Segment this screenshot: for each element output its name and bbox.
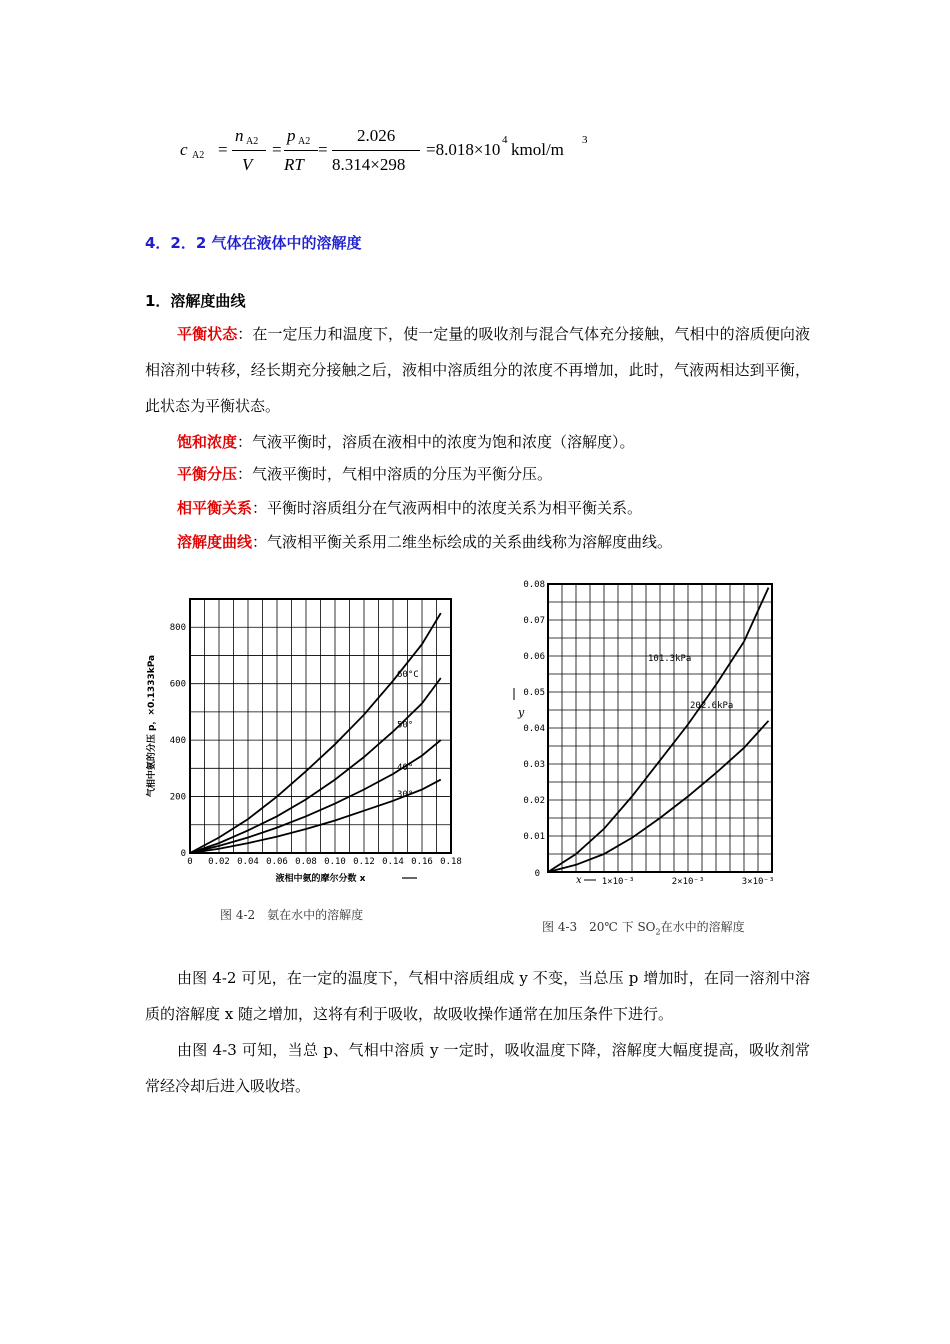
- y-tick-label: 0.04: [523, 724, 545, 734]
- definition-term: 溶解度曲线: [177, 533, 253, 551]
- series-line: [548, 588, 769, 872]
- y-tick-label: 800: [169, 623, 186, 634]
- y-tick-label: 600: [169, 679, 186, 690]
- fraction-bar: [284, 150, 318, 151]
- series-label: 202.6kPa: [690, 701, 734, 711]
- fraction-bar: [332, 150, 420, 151]
- x-tick-label: 0.10: [324, 857, 346, 867]
- formula-eq-3: =: [318, 140, 328, 159]
- definition-solubility-curve: [145, 524, 810, 560]
- y-tick-label: 200: [169, 792, 186, 803]
- formula-rt: RT: [284, 155, 304, 174]
- definition-equilibrium-state: [145, 316, 810, 424]
- formula-p: p: [287, 126, 296, 145]
- formula-eq-2: =: [272, 140, 282, 159]
- definition-saturation-concentration: [145, 424, 810, 460]
- series-label: 101.3kPa: [648, 654, 692, 665]
- origin-label: 0: [534, 869, 540, 879]
- formula-result: =8.018×10: [426, 140, 501, 159]
- formula-unit-exp: 3: [582, 134, 588, 146]
- x-tick-label: 3×10⁻³: [741, 877, 775, 887]
- y-tick-label: 0.07: [523, 616, 545, 626]
- y-tick-label: 0.03: [523, 760, 545, 770]
- series-label: 60°C: [397, 669, 419, 680]
- definition-text: ：气液平衡时，气相中溶质的分压为平衡分压。: [237, 465, 553, 483]
- formula-result-exp: 4: [502, 134, 508, 146]
- y-axis-label: 气相中氨的分压 p，×0.1333kPa: [147, 654, 157, 798]
- definition-text: ：在一定压力和温度下，使一定量的吸收剂与混合气体充分接触，气相中的溶质便向液相溶剂中转移，经长期充分接触之后，液相中溶质组分的浓度不再增加，此时，气液两相达到平衡，此状态为平衡状态。: [145, 325, 810, 415]
- formula-c: c: [180, 140, 188, 159]
- series-label: 30°: [397, 789, 414, 800]
- x-tick-label: 0.02: [208, 857, 230, 867]
- x-tick-label: 0.04: [237, 857, 259, 867]
- equation: [180, 122, 660, 182]
- x-tick-label: 0.12: [353, 857, 375, 867]
- formula-eq-1: =: [218, 140, 228, 159]
- x-tick-label: 0.06: [266, 857, 288, 867]
- series-line: [190, 613, 441, 853]
- y-tick-label: 400: [169, 736, 186, 747]
- paragraph-figure-4-2: 由图 4-2 可见，在一定的温度下，气相中溶质组成 y 不变，当总压 p 增加时，在同一溶剂中溶质的溶解度 x 随之增加，这将有利于吸收，故吸收操作通常在加压条件下进行。: [145, 969, 810, 1023]
- formula-n-sub: A2: [246, 136, 259, 147]
- caption-subscript: 2: [655, 927, 661, 937]
- ammonia-solubility-chart: [140, 585, 470, 890]
- x-axis-label: 液相中氨的摩尔分数 x: [275, 874, 366, 884]
- caption-text: 在水中的溶解度: [660, 920, 745, 934]
- x-tick-label: 2×10⁻³: [671, 877, 705, 887]
- formula-v: V: [242, 155, 253, 174]
- paragraph-figure-4-3: 由图 4-3 可知，当总 p、气相中溶质 y 一定时，吸收温度下降，溶解度大幅度提高，吸收剂常常经冷却后进入吸收塔。: [145, 1041, 810, 1095]
- series-label: 40°: [397, 762, 414, 773]
- formula-n: n: [235, 126, 244, 145]
- formula-p-sub: A2: [298, 136, 311, 147]
- definition-term: 相平衡关系: [177, 499, 253, 517]
- definition-text: ：气液相平衡关系用二维坐标绘成的关系曲线称为溶解度曲线。: [252, 533, 673, 551]
- subsection-title: 1．溶解度曲线: [145, 292, 246, 310]
- definition-term: 饱和浓度: [177, 433, 238, 451]
- x-tick-label: 1×10⁻³: [601, 877, 635, 887]
- so2-solubility-chart: [510, 572, 795, 892]
- x-tick-label: 0.14: [382, 857, 404, 867]
- formula-unit: kmol/m: [511, 140, 564, 159]
- y-tick-label: 0.06: [523, 652, 545, 662]
- x-tick-label: 0: [187, 857, 193, 867]
- formula-c-sub: A2: [192, 150, 205, 161]
- formula-numerator: 2.026: [357, 126, 396, 145]
- x-tick-label: 0.18: [440, 857, 462, 867]
- formula-denominator: 8.314×298: [332, 155, 406, 174]
- figure-4-2-caption: 图 4-2 氨在水中的溶解度: [220, 908, 364, 922]
- y-tick-label: 0.01: [523, 832, 545, 842]
- figure-4-3-caption: [542, 918, 745, 936]
- section-title: 4．2．2 气体在液体中的溶解度: [145, 234, 362, 252]
- x-tick-label: 0.08: [295, 857, 317, 867]
- fraction-bar: [232, 150, 266, 151]
- x-tick-label: 0.16: [411, 857, 433, 867]
- y-axis-label: y: [518, 706, 525, 719]
- definition-equilibrium-partial-pressure: [145, 456, 810, 492]
- y-tick-label: 0.05: [523, 688, 545, 698]
- series-label: 50°: [397, 720, 414, 731]
- definition-term: 平衡状态: [177, 325, 238, 343]
- caption-text: 图 4-3 20℃ 下 SO: [542, 920, 656, 934]
- definition-phase-equilibrium: [145, 490, 810, 526]
- definition-text: ：气液平衡时，溶质在液相中的浓度为饱和浓度（溶解度）。: [237, 433, 635, 451]
- definition-term: 平衡分压: [177, 465, 238, 483]
- y-tick-label: 0.08: [523, 580, 545, 590]
- definition-text: ：平衡时溶质组分在气液两相中的浓度关系为相平衡关系。: [252, 499, 643, 517]
- x-axis-label: x: [576, 875, 582, 886]
- y-tick-label: 0.02: [523, 796, 545, 806]
- y-tick-label: 0: [180, 849, 186, 859]
